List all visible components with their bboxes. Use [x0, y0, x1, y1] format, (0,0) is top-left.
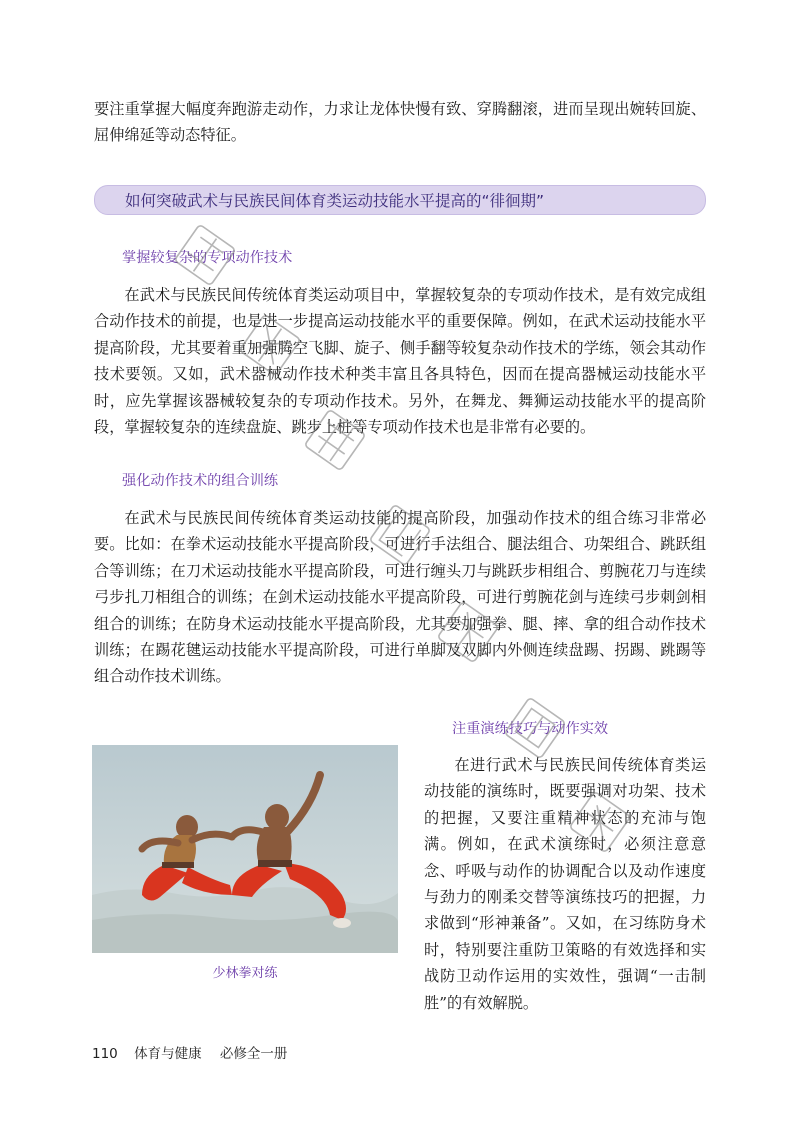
book-title: 体育与健康	[134, 1046, 202, 1062]
banner-title: 如何突破武术与民族民间体育类运动技能水平提高的“徘徊期”	[125, 192, 545, 210]
section-heading-2: 强化动作技术的组合训练	[122, 473, 279, 489]
page-number: 110	[92, 1046, 118, 1062]
section-body-3: 在进行武术与民族民间传统体育类运动技能的演练时，既要强调对功架、技术的把握，又要注重精神状态的充沛与饱满。例如，在武术演练时，必须注意意念、呼吸与动作的协调配合以及动作速度与劲力的刚柔交替等演练技巧的把握，力求做到“形神兼备”。又如，在习练防身术时，特别要注重防卫策略的有效选择和实战防卫动作运用的实效性，强调“一击制胜”的有效解脱。	[424, 756, 706, 1012]
section-body-2: 在武术与民族民间传统体育类运动技能的提高阶段，加强动作技术的组合练习非常必要。比如：在拳术运动技能水平提高阶段，可进行手法组合、腿法组合、功架组合、跳跃组合等训练；在刀术运动技能水平提高阶段，可进行缠头刀与跳跃步相组合、剪腕花刀与连续弓步扎刀相组合的训练；在剑术运动技能水平提高阶段，可进行剪腕花剑与连续弓步刺剑相组合的训练；在防身术运动技能水平提高阶段，尤其要加强拳、腿、摔、拿的组合动作技术训练；在踢花毽运动技能水平提高阶段，可进行单脚及双脚内外侧连续盘踢、拐踢、跳踢等组合动作技术训练。	[94, 509, 706, 686]
intro-paragraph: 要注重掌握大幅度奔跑游走动作，力求让龙体快慢有致、穿腾翻滚，进而呈现出婉转回旋、屈伸绵延等动态特征。	[94, 100, 706, 145]
book-volume: 必修全一册	[219, 1046, 288, 1062]
section-heading-3: 注重演练技巧与动作实效	[452, 721, 609, 737]
photo-caption: 少林拳对练	[212, 966, 278, 981]
section-heading-1: 掌握较复杂的专项动作技术	[122, 250, 293, 266]
section-banner	[94, 185, 706, 215]
section-body-1: 在武术与民族民间传统体育类运动项目中，掌握较复杂的专项动作技术，是有效完成组合动作技术的前提，也是进一步提高运动技能水平的重要保障。例如，在武术运动技能水平提高阶段，尤其要着重加强腾空飞脚、旋子、侧手翻等较复杂动作技术的学练，领会其动作技术要领。又如，武术器械动作技术种类丰富且各具特色，因而在提高器械运动技能水平时，应先掌握该器械较复杂的专项动作技术。另外，在舞龙、舞狮运动技能水平的提高阶段，掌握较复杂的连续盘旋、跳步上桩等专项动作技术也是非常有必要的。	[94, 286, 706, 437]
page-footer	[92, 1042, 287, 1062]
shaolin-sparring-photo	[92, 745, 398, 953]
